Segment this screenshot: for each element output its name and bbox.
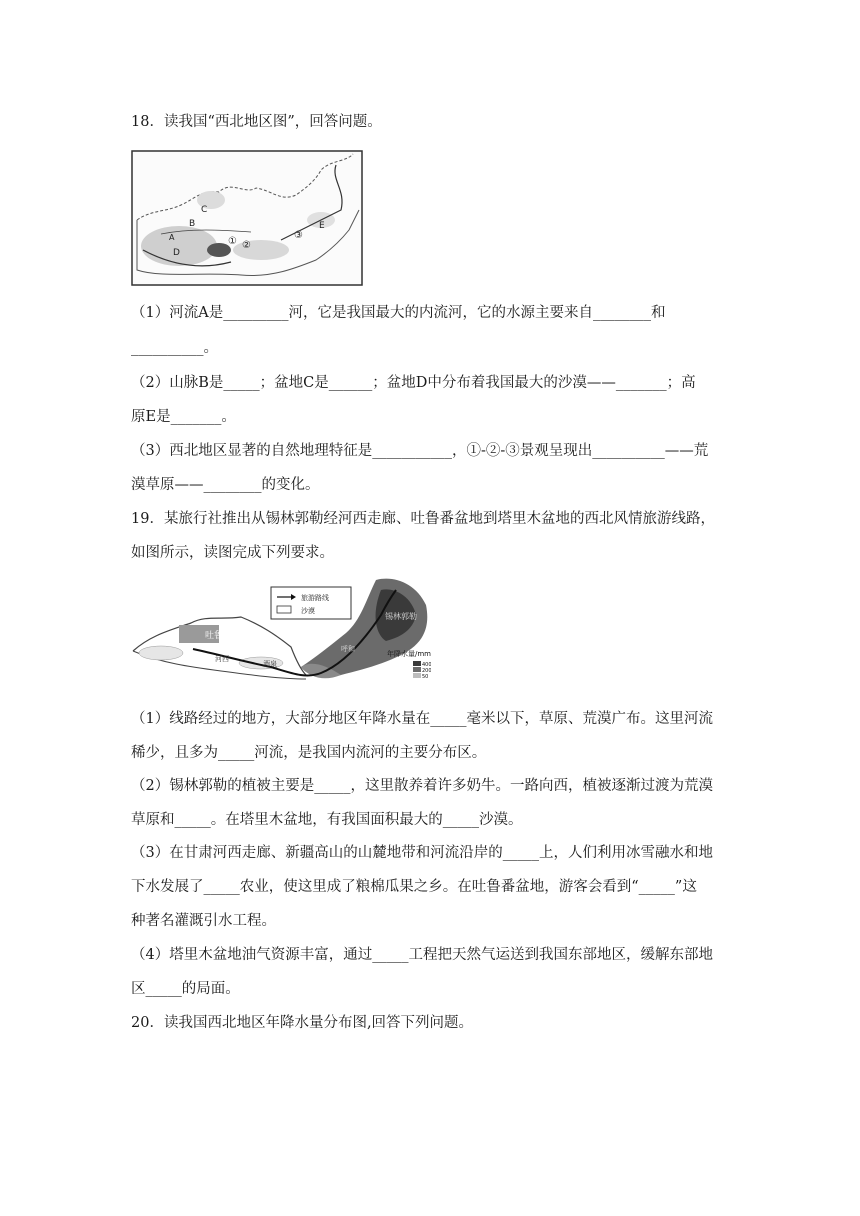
- q18-part2-b: 原E是_______。: [131, 409, 236, 425]
- q18-label-d: D: [173, 248, 180, 258]
- q19-legend-route: 旅游路线: [301, 594, 329, 602]
- q18-label-b: B: [189, 219, 196, 229]
- q19-precip-400: 400: [422, 662, 431, 668]
- q20-title: 20．读我国西北地区年降水量分布图,回答下列问题。: [131, 1015, 474, 1031]
- q19-part4-a: （4）塔里木盆地油气资源丰富，通过_____工程把天然气运送到我国东部地区，缓解东部地: [131, 947, 713, 963]
- q19-part3-c: 种著名灌溉引水工程。: [131, 913, 276, 929]
- q18-part2-a: （2）山脉B是_____；盆地C是______；盆地D中分布着我国最大的沙漠——_______；高: [131, 375, 696, 391]
- q19-part2-a: （2）锡林郭勒的植被主要是_____，这里散养着许多奶牛。一路向西，植被逐渐过渡为荒漠: [131, 778, 713, 794]
- q19-label-turpan: 吐鲁番: [205, 631, 233, 641]
- q19-route-map: [131, 575, 431, 687]
- q19-part1-b: 稀少，且多为_____河流，是我国内流河的主要分布区。: [131, 745, 487, 761]
- q18-marker-1: ①: [228, 236, 237, 247]
- q18-northwest-map: [131, 150, 363, 286]
- q18-label-a: A: [169, 233, 175, 242]
- q19-label-place2: 河西: [215, 655, 229, 663]
- q18-label-c: C: [201, 205, 208, 215]
- q19-precip-200: 200: [422, 668, 431, 674]
- q19-title-b: 如图所示，读图完成下列要求。: [131, 545, 334, 561]
- q19-part4-b: 区_____的局面。: [131, 981, 240, 997]
- q18-part3-a: （3）西北地区显著的自然地理特征是___________，①-②-③景观呈现出__________——荒: [131, 443, 709, 459]
- q19-part3-a: （3）在甘肃河西走廊、新疆高山的山麓地带和河流沿岸的_____上，人们利用冰雪融水和地: [131, 845, 713, 861]
- q18-part1-a: （1）河流A是_________河，它是我国最大的内流河，它的水源主要来自________和: [131, 305, 666, 321]
- q18-marker-2: ②: [242, 240, 251, 251]
- q19-part2-b: 草原和_____。在塔里木盆地，有我国面积最大的_____沙漠。: [131, 812, 523, 828]
- q19-legend-desert: 沙漠: [301, 607, 315, 615]
- q19-label-place3: 酒泉: [263, 660, 277, 668]
- q18-part3-b: 漠草原——________的变化。: [131, 477, 320, 493]
- q19-precip-50: 50: [422, 674, 429, 680]
- q18-marker-3: ③: [294, 230, 303, 241]
- q19-title-a: 19．某旅行社推出从锡林郭勒经河西走廊、吐鲁番盆地到塔里木盆地的西北风情旅游线路，: [131, 511, 715, 527]
- q18-label-e: E: [319, 221, 325, 231]
- q19-part1-a: （1）线路经过的地方，大部分地区年降水量在_____毫米以下，草原、荒漠广布。这里河流: [131, 711, 713, 727]
- q18-title: 18．读我国“西北地区图”，回答问题。: [131, 114, 382, 130]
- q19-precip-title: 年降水量/mm: [387, 650, 431, 658]
- q19-part3-b: 下水发展了_____农业，使这里成了粮棉瓜果之乡。在吐鲁番盆地，游客会看到“_____”这: [131, 879, 697, 895]
- q18-part1-b: __________。: [131, 340, 218, 356]
- q19-label-place1: 锡林郭勒: [385, 612, 417, 621]
- q19-label-place4: 呼和: [341, 645, 355, 653]
